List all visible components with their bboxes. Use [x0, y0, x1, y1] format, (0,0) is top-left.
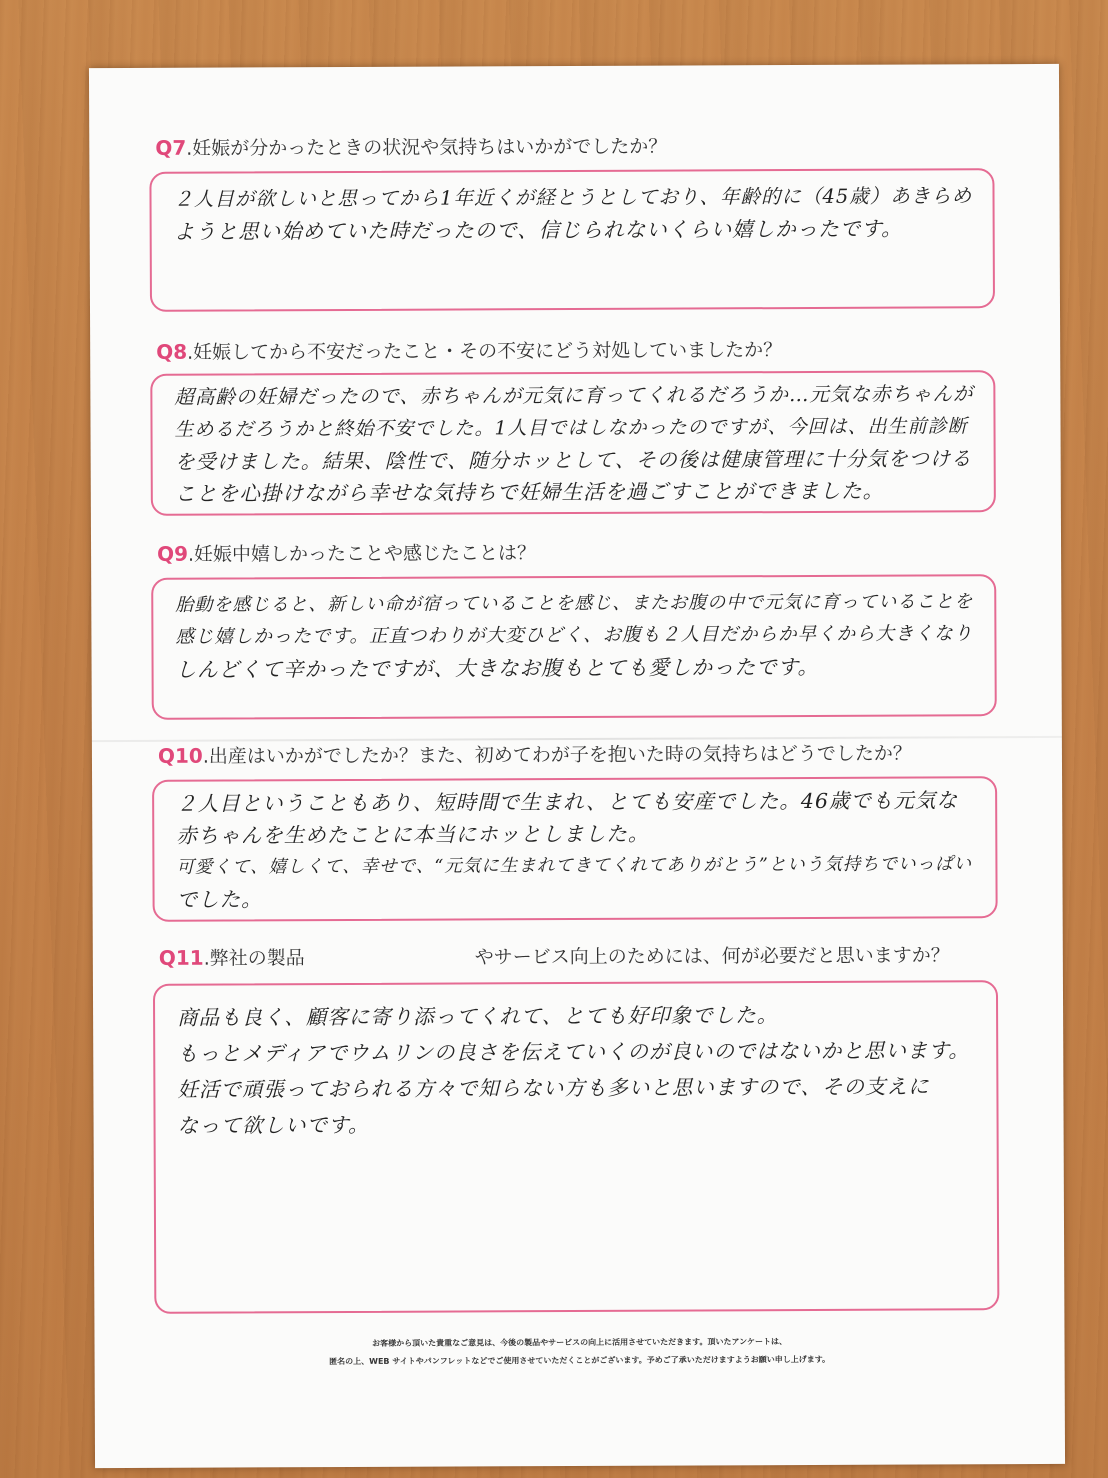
question-q7: [155, 132, 667, 161]
redacted-blank: [305, 963, 475, 964]
answer-line: なって欲しいです。: [177, 1112, 370, 1138]
answer-line: 感じ嬉しかったです。正直つわりが大変ひどく、お腹も２人目だからか早くから大きくなり: [175, 623, 974, 648]
answer-line: を受けました。結果、陰性で、随分ホッとして、その後は健康管理に十分気をつける: [174, 446, 972, 474]
answer-line: ことを心掛けながら幸せな気持ちで妊婦生活を過ごすことができました。: [174, 478, 885, 506]
question-number: Q11: [158, 945, 204, 970]
question-text: .妊娠中嬉しかったことや感じたことは？: [187, 542, 537, 566]
answer-line: 妊活で頑張っておられる方々で知らない方も多いと思いますので、その支えに: [177, 1074, 930, 1102]
answer-line: 赤ちゃんを生めたことに本当にホッとしました。: [176, 821, 650, 848]
answer-box-q7: [149, 168, 995, 312]
answer-line: 超高齢の妊婦だったので、赤ちゃんが元気に育ってくれるだろうか…元気な赤ちゃんが: [174, 382, 974, 409]
answer-line: もっとメディアでウムリンの良さを伝えていくのが良いのではないかと思います。: [177, 1038, 970, 1066]
question-q11: [159, 940, 950, 970]
answer-line: ようと思い始めていた時だったので、信じられないくらい嬉しかったです。: [173, 216, 903, 244]
answer-line: 胎動を感じると、新しい命が宿っていることを感じ、またお腹の中で元気に育っていることを: [175, 591, 974, 616]
answer-line: ２人目が欲しいと思ってから1年近くが経とうとしており、年齢的に（45歳）あきらめ: [173, 184, 973, 211]
questionnaire-sheet: [89, 64, 1065, 1468]
footer-line: お客様から頂いた貴重なご意見は、今後の製品やサービスの向上に活用させていただきます。頂いたアンケートは、: [372, 1337, 787, 1348]
question-text: やサービス向上のためには、何が必要だと思いますか？: [474, 944, 950, 969]
answer-box-q10: [152, 776, 998, 922]
footer-line: 匿名の上、WEB サイトやパンフレットなどでご使用させていただくことがございます。予めご了承いただけますようお願い申し上げます。: [329, 1354, 831, 1367]
answer-line: 商品も良く、顧客に寄り添ってくれて、とても好印象でした。: [177, 1003, 779, 1030]
answer-line: 可愛くて、嬉しくて、幸せで、“元気に生まれてきてくれてありがとう”という気持ちでいっぱい: [176, 854, 973, 878]
question-text: .妊娠が分かったときの状況や気持ちはいかがでしたか？: [186, 135, 668, 160]
footer-note: [94, 1332, 1064, 1372]
answer-line: しんどくて辛かったですが、大きなお腹もとても愛しかったです。: [175, 654, 819, 682]
question-number: Q10: [157, 743, 203, 768]
question-text: .妊娠してから不安だったこと・その不安にどう対処していましたか？: [187, 339, 783, 364]
answer-box-q11: [153, 980, 999, 1314]
question-number: Q9: [157, 541, 189, 566]
answer-box-q9: [151, 574, 997, 720]
answer-box-q8: [150, 370, 996, 516]
question-q8: [156, 335, 782, 365]
question-q9: [157, 538, 536, 567]
question-q10: [158, 739, 912, 769]
question-number: Q8: [156, 339, 188, 364]
answer-line: でした。: [176, 887, 263, 912]
question-number: Q7: [155, 135, 187, 160]
answer-line: ２人目ということもあり、短時間で生まれ、とても安産でした。46歳でも元気な: [176, 788, 959, 816]
question-text: .出産はいかがでしたか？また、初めてわが子を抱いた時の気持ちはどうでしたか？: [202, 742, 912, 768]
answer-line: 生めるだろうかと終始不安でした。1人目ではしなかったのですが、今回は、出生前診断: [174, 415, 968, 441]
question-text: .弊社の製品: [203, 947, 305, 970]
